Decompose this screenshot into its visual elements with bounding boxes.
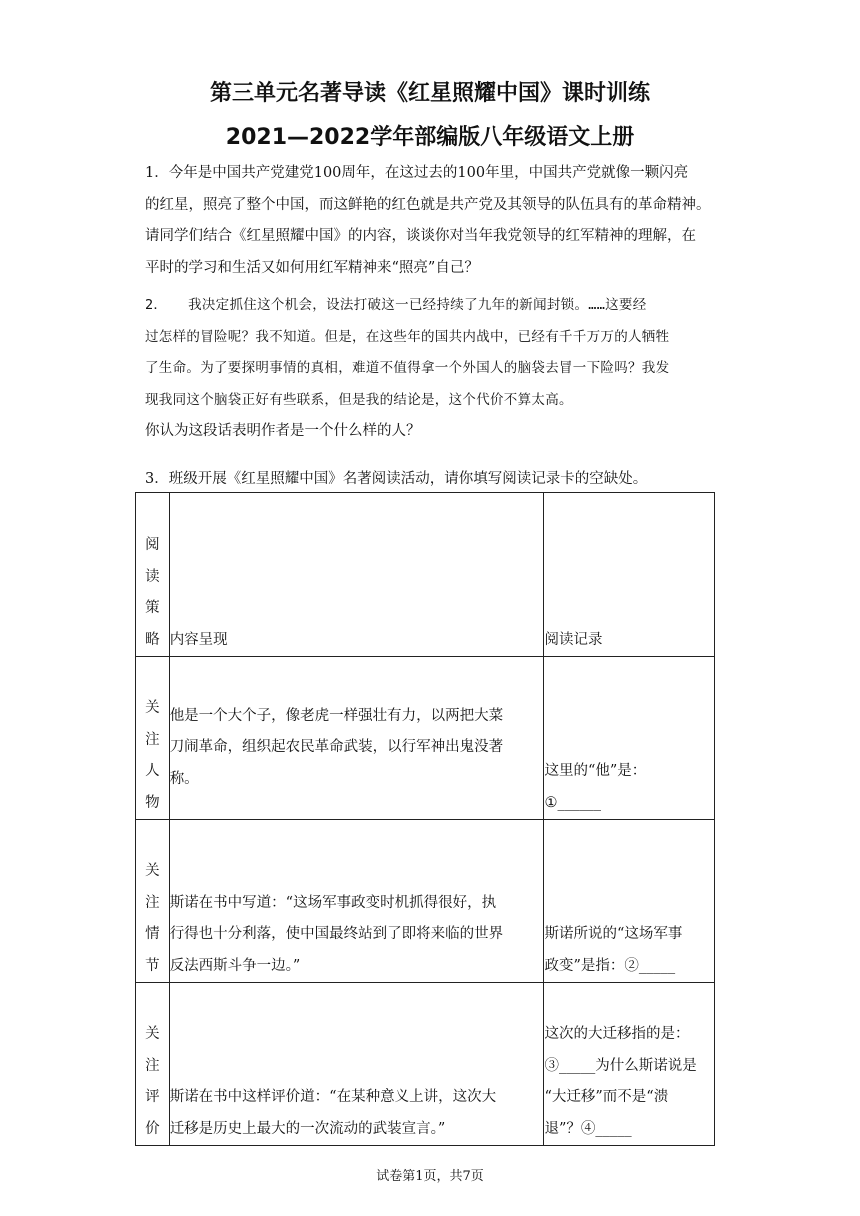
question-1 <box>145 158 720 284</box>
header-content-cell: 内容呈现 <box>169 493 544 657</box>
content-cell <box>169 983 544 1146</box>
page-subtitle: 2021—2022学年部编版八年级语文上册 <box>225 125 635 150</box>
record-cell <box>544 657 715 820</box>
content-line: 行得也十分利落，使中国最终站到了即将来临的世界 <box>169 926 504 942</box>
question-2 <box>145 290 720 448</box>
question-3-intro-text: 3．班级开展《红星照耀中国》名著阅读活动，请你填写阅读记录卡的空缺处。 <box>145 471 648 487</box>
record-cell <box>544 983 715 1146</box>
strategy-char: 关 <box>145 863 160 879</box>
header-record-cell: 阅读记录 <box>544 493 715 657</box>
strategy-cell <box>136 820 170 983</box>
record-cell <box>544 820 715 983</box>
answer-blank-2: 政变”是指：②_____ <box>544 957 676 974</box>
content-line: 称。 <box>169 770 199 787</box>
content-line: 斯诺在书中这样评价道：“在某种意义上讲，这次大 <box>169 1089 497 1105</box>
record-line: 这次的大迁移指的是： <box>544 1026 690 1042</box>
strategy-char: 读 <box>145 568 160 585</box>
question-2-passage-line: 过怎样的冒险呢？我不知道。但是，在这些年的国共内战中，已经有千千万万的人牺牲 <box>145 328 670 345</box>
strategy-char: 策 <box>145 600 160 616</box>
strategy-char: 情 <box>145 926 160 942</box>
strategy-char: 物 <box>145 794 160 811</box>
content-cell <box>169 820 544 983</box>
question-1-line: 1．今年是中国共产党建党100周年，在这过去的100年里，中国共产党就像一颗闪亮 <box>145 165 689 181</box>
strategy-char: 注 <box>145 894 160 911</box>
question-2-passage-line: 了生命。为了要探明事情的真相，难道不值得拿一个外国人的脑袋去冒一下险吗？我发 <box>145 360 670 376</box>
question-2-passage-line: 现我同这个脑袋正好有些联系，但是我的结论是，这个代价不算太高。 <box>145 391 573 408</box>
strategy-char: 阅 <box>145 537 160 553</box>
table-header-row <box>136 493 715 657</box>
strategy-cell <box>136 983 170 1146</box>
content-line: 反法西斯斗争一边。” <box>169 957 301 974</box>
content-line: 刀闹革命，组织起农民革命武装，以行军神出鬼没著 <box>169 739 504 755</box>
strategy-char: 评 <box>145 1089 160 1105</box>
table-row <box>136 820 715 983</box>
question-2-passage-line: 2． 我决定抓住这个机会，设法打破这一已经持续了九年的新闻封锁。……这要经 <box>145 297 647 313</box>
question-2-prompt: 你认为这段话表明作者是一个什么样的人？ <box>145 423 421 439</box>
record-line: 斯诺所说的“这场军事 <box>544 926 683 942</box>
page-footer: 试卷第1页，共7页 <box>376 1169 484 1184</box>
strategy-char: 节 <box>145 957 160 974</box>
strategy-char: 略 <box>145 631 160 648</box>
record-line: “大迁移”而不是“溃 <box>544 1089 669 1105</box>
reading-record-card <box>135 492 715 1146</box>
question-1-line: 平时的学习和生活又如何用红军精神来“照亮”自己？ <box>145 259 479 276</box>
question-3-intro <box>145 464 720 496</box>
answer-blank-4: 退”？④_____ <box>544 1120 632 1137</box>
page-title: 第三单元名著导读《红星照耀中国》课时训练 <box>209 81 650 106</box>
content-cell <box>169 657 544 820</box>
record-line: 这里的“他”是： <box>544 763 647 779</box>
strategy-cell <box>136 657 170 820</box>
content-line: 斯诺在书中写道：“这场军事政变时机抓得很好，执 <box>169 894 497 911</box>
table-row <box>136 983 715 1146</box>
strategy-char: 价 <box>145 1120 160 1137</box>
strategy-char: 关 <box>145 1026 160 1042</box>
question-1-line: 的红星，照亮了整个中国，而这鲜艳的红色就是共产党及其领导的队伍具有的革命精神。 <box>145 196 711 213</box>
answer-blank-3: ③_____为什么斯诺说是 <box>544 1057 697 1074</box>
header-strategy-cell <box>136 493 170 657</box>
table-row <box>136 657 715 820</box>
strategy-char: 注 <box>145 1057 160 1074</box>
answer-blank-1: ①______ <box>544 794 601 811</box>
content-line: 迁移是历史上最大的一次流动的武装宣言。” <box>169 1120 446 1137</box>
strategy-char: 人 <box>145 763 160 779</box>
strategy-char: 注 <box>145 731 160 748</box>
strategy-char: 关 <box>145 700 160 716</box>
content-line: 他是一个大个子，像老虎一样强壮有力，以两把大菜 <box>169 707 504 724</box>
question-1-line: 请同学们结合《红星照耀中国》的内容，谈谈你对当年我党领导的红军精神的理解，在 <box>145 228 696 244</box>
